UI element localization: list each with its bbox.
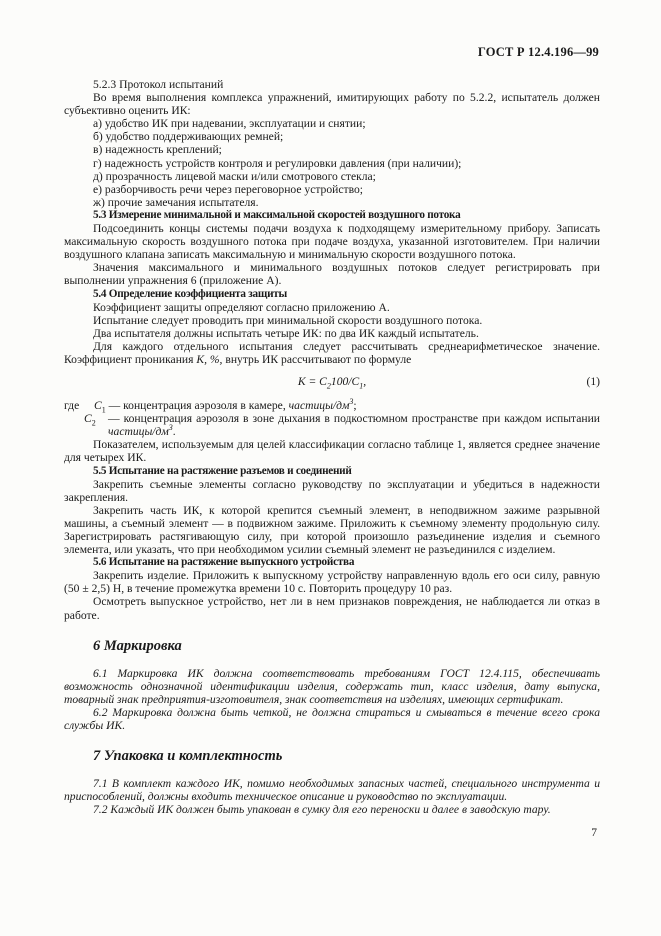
where-word: где [64,399,80,413]
variable-unit-power: 3 [168,423,173,433]
subsection-title-5-6: 5.6 Испытание на растяжение выпускного устройства [93,556,355,569]
variables: K, %, [196,352,223,366]
paragraph: Подсоединить концы системы подачи воздуха к подходящему измерительному прибору. Записать максимальную скорость воздушного потока при подаче воздуха, указанной изготовителем. При наличии воздушного клапана записать максимальную и минимальную скорости воздушного потока. [64,222,600,262]
variable-text: — концентрация аэрозоля в камере, [108,399,286,413]
formula-row [64,375,600,391]
paragraph-text: внутрь ИК рассчитывают по формуле [225,352,412,366]
paragraph: 6.1 Маркировка ИК должна соответствовать требованиям ГОСТ 12.4.115, обеспечивать возможность однозначной идентификации изделия, содержать тип, класс изделия, дату выпуска, товарный знак предприятия-изготовителя, знак соответствия на изделиях, имеющих сертификат. [64,666,600,706]
formula-subscript: 1 [359,381,364,391]
formula-end: , [363,375,367,389]
paragraph: Во время выполнения комплекса упражнений, имитирующих работу по 5.2.2, испытатель должен субъективно оценить ИК: [64,91,600,118]
formula [64,375,600,391]
variable-symbol: C [84,412,92,426]
subsection-title-5-3: 5.3 Измерение минимальной и максимальной скоростей воздушного потока [93,208,461,221]
paragraph: Значения максимального и минимального воздушных потоков следует регистрировать при выполнении упражнения 6 (приложение А). [64,261,600,288]
list-item: б) удобство поддерживающих ремней; [93,130,284,144]
paragraph: Закрепить часть ИК, к которой крепится съемный элемент, в неподвижном зажиме разрывной машины, а съемный элемент — в подвижном зажиме. Приложить к съемному элементу продольную силу. Зарегистрировать растягивающую силу, при которой произошло разъединение изделия и съемного элемента, или указать, что при необходимом усилии съемный элемент не разъединился с изделием. [64,503,600,557]
list-item: в) надежность креплений; [93,143,222,157]
paragraph: 6.2 Маркировка должна быть четкой, не должна стираться и смываться в течение всего срока службы ИК. [64,705,600,733]
list-item: д) прозрачность лицевой маски и/или смотрового стекла; [93,169,376,183]
variable-definition [64,397,600,415]
variable-symbol: C [94,399,102,413]
variable-unit-power: 3 [349,397,354,407]
variable-text: — концентрация аэрозоля в зоне дыхания в подкостюмном пространстве при каждом испытании [108,412,600,426]
paragraph: Осмотреть выпускное устройство, нет ли в нем признаков повреждения, не наблюдается ли отказ в работе. [64,595,600,622]
section-title-7: 7 Упаковка и комплектность [93,748,283,765]
document-body [64,78,600,816]
paragraph-text: Для каждого отдельного испытания следует рассчитывать среднеарифметическое значение. Коэффициент проникания [64,339,600,366]
variable-definition [64,412,600,438]
paragraph: Два испытателя должны испытать четыре ИК: по два ИК каждый испытатель. [93,326,479,340]
paragraph: Закрепить съемные элементы согласно руководству по эксплуатации и убедиться в надежности закрепления. [64,477,600,504]
list-item: г) надежность устройств контроля и регулировки давления (при наличии); [93,156,462,170]
variable-end: ; [353,399,357,413]
paragraph: 7.2 Каждый ИК должен быть упакован в сумку для его переноски и далее в заводскую тару. [93,803,551,817]
paragraph [64,340,600,366]
paragraph: Испытание следует проводить при минимальной скорости воздушного потока. [93,313,483,327]
paragraph: Закрепить изделие. Приложить к выпускному устройству направленную вдоль его оси силу, равную (50 ± 2,5) Н, в течение промежутка времени 10 с. Повторить процедуру 10 раз. [64,569,600,596]
variable-subscript: 2 [91,418,96,428]
paragraph: 7.1 В комплект каждого ИК, помимо необходимых запасных частей, специального инструмента и приспособлений, должны входить техническое описание и руководство по эксплуатации. [64,777,600,804]
list-item: ж) прочие замечания испытателя. [93,195,259,209]
document-header-code: ГОСТ Р 12.4.196—99 [477,45,599,59]
subsection-title-5-4: 5.4 Определение коэффициента защиты [93,287,288,300]
section-title-6: 6 Маркировка [93,637,182,654]
list-item: а) удобство ИК при надевании, эксплуатации и снятии; [93,117,366,131]
variable-unit: частицы/дм [288,399,350,413]
subsection-title-5-2-3: 5.2.3 Протокол испытаний [93,78,224,91]
formula-subscript: 2 [326,381,331,391]
page-number: 7 [591,827,597,839]
variable-subscript: 1 [101,405,106,415]
variable-unit: частицы/дм [108,425,169,439]
formula-number: (1) [586,375,600,389]
formula-lhs: K = C [297,375,327,389]
formula-mid: 100/C [330,375,360,389]
list-item: е) разборчивость речи через переговорное устройство; [93,182,363,196]
paragraph: Показателем, используемым для целей классификации согласно таблице 1, является среднее значение для четырех ИК. [64,438,600,465]
variable-end: . [172,425,176,439]
paragraph: Коэффициент защиты определяют согласно приложению А. [93,300,390,314]
subsection-title-5-5: 5.5 Испытание на растяжение разъемов и соединений [93,464,352,477]
